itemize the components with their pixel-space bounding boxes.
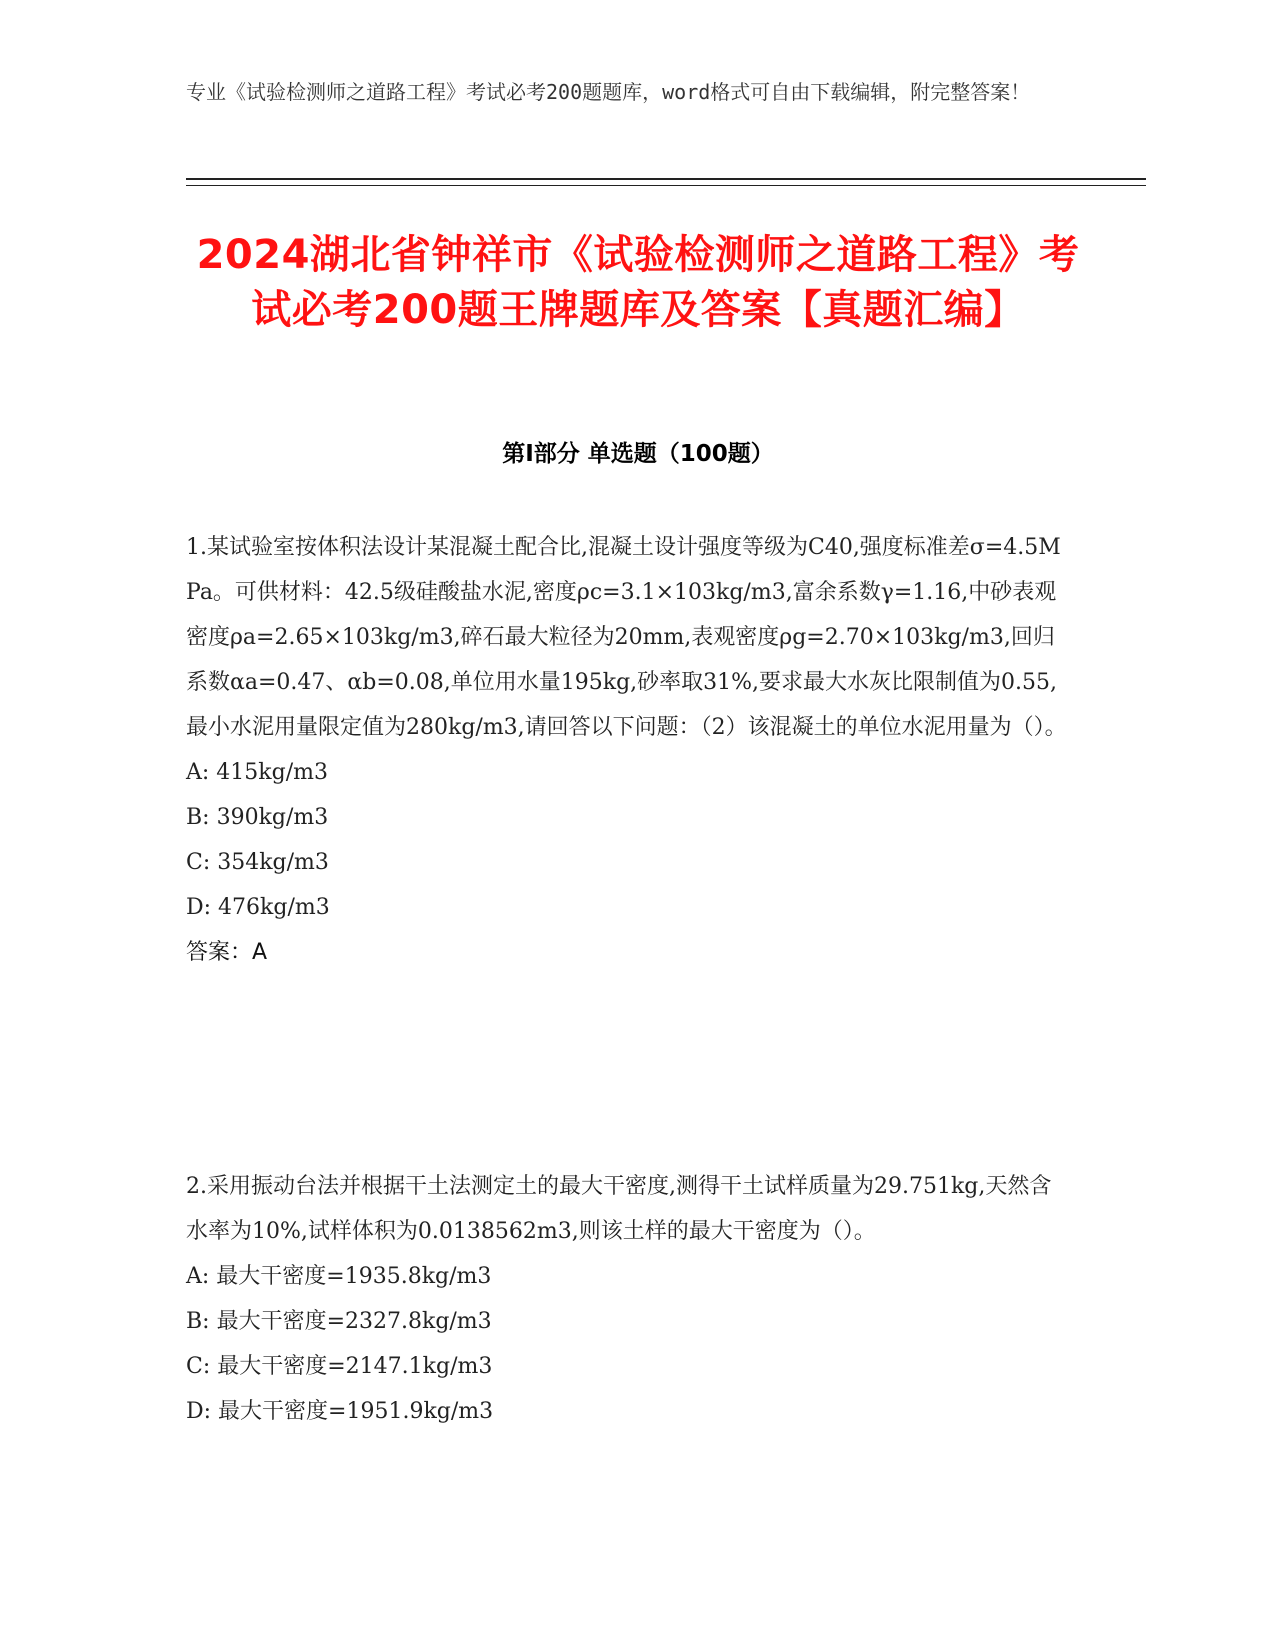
option-d: D: 476kg/m3 <box>186 895 330 920</box>
header-divider-thick <box>186 178 1146 180</box>
section-title: 第I部分 单选题（100题） <box>502 441 774 467</box>
header-note: 专业《试验检测师之道路工程》考试必考200题题库，word格式可自由下载编辑，附完整答案！ <box>186 80 1031 104</box>
option-a: A: 最大干密度=1935.8kg/m3 <box>186 1264 492 1289</box>
option-b: B: 最大干密度=2327.8kg/m3 <box>186 1309 492 1334</box>
option-a: A: 415kg/m3 <box>186 760 328 785</box>
document-title: 2024湖北省钟祥市《试验检测师之道路工程》考试必考200题王牌题库及答案【真题汇编】 <box>196 232 1080 333</box>
option-c: C: 354kg/m3 <box>186 850 329 875</box>
option-list <box>186 1254 1070 1434</box>
option-c: C: 最大干密度=2147.1kg/m3 <box>186 1354 493 1379</box>
option-list <box>186 750 1070 930</box>
option-b: B: 390kg/m3 <box>186 805 329 830</box>
question-stem: 2.采用振动台法并根据干土法测定土的最大干密度,测得干土试样质量为29.751kg,天然含水率为10%,试样体积为0.0138562m3,则该土样的最大干密度为（）。 <box>186 1174 1052 1244</box>
question-1 <box>186 525 1070 975</box>
option-d: D: 最大干密度=1951.9kg/m3 <box>186 1399 494 1424</box>
question-2 <box>186 1164 1070 1434</box>
question-stem: 1.某试验室按体积法设计某混凝土配合比,混凝土设计强度等级为C40,强度标准差σ=4.5MPa。可供材料：42.5级硅酸盐水泥,密度ρc=3.1×103kg/m3,富余系数γ=1.16,中砂表观密度ρa=2.65×103kg/m3,碎石最大粒径为20mm,表观密度ρg=2.70×103kg/m3,回归系数αa=0.47、αb=0.08,单位用水量195kg,砂率取31%,要求最大水灰比限制值为0.55,最小水泥用量限定值为280kg/m3,请回答以下问题：（2）该混凝土的单位水泥用量为（）。 <box>186 535 1067 740</box>
answer-label: 答案：A <box>186 940 268 965</box>
header-divider-thin <box>186 185 1146 186</box>
